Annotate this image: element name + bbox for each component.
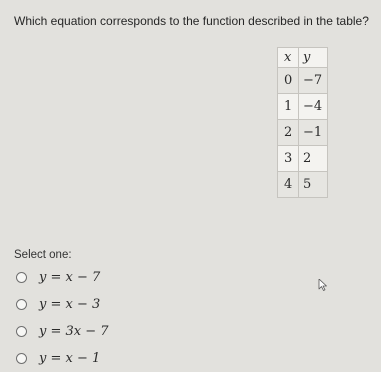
table-cell-x: 0 [278, 68, 299, 94]
table-header-row [278, 48, 328, 68]
table-row [278, 120, 328, 146]
table-row [278, 68, 328, 94]
answer-option-2[interactable] [16, 291, 109, 318]
mouse-pointer-icon [318, 279, 328, 291]
function-table [277, 47, 328, 198]
table-row [278, 172, 328, 198]
answer-option-4[interactable] [16, 345, 109, 372]
question-text: Which equation corresponds to the function described in the table? [14, 14, 369, 28]
table-row [278, 94, 328, 120]
answer-option-3[interactable] [16, 318, 109, 345]
answer-options [16, 264, 109, 372]
radio-button-icon[interactable] [16, 272, 27, 283]
table-cell-x: 4 [278, 172, 299, 198]
table-cell-y: 5 [299, 172, 328, 198]
table-cell-x: 3 [278, 146, 299, 172]
table-row [278, 146, 328, 172]
answer-option-1[interactable] [16, 264, 109, 291]
radio-button-icon[interactable] [16, 299, 27, 310]
table-header-y: y [299, 48, 328, 68]
table-cell-x: 2 [278, 120, 299, 146]
select-one-label: Select one: [14, 249, 72, 261]
answer-option-label: y = x − 1 [39, 351, 101, 366]
answer-option-label: y = x − 7 [39, 270, 101, 285]
table-cell-y: −7 [299, 68, 328, 94]
radio-button-icon[interactable] [16, 353, 27, 364]
answer-option-label: y = x − 3 [39, 297, 101, 312]
table-header-x: x [278, 48, 299, 68]
table-cell-x: 1 [278, 94, 299, 120]
table-cell-y: −4 [299, 94, 328, 120]
table-cell-y: 2 [299, 146, 328, 172]
radio-button-icon[interactable] [16, 326, 27, 337]
table-cell-y: −1 [299, 120, 328, 146]
answer-option-label: y = 3x − 7 [39, 324, 109, 339]
